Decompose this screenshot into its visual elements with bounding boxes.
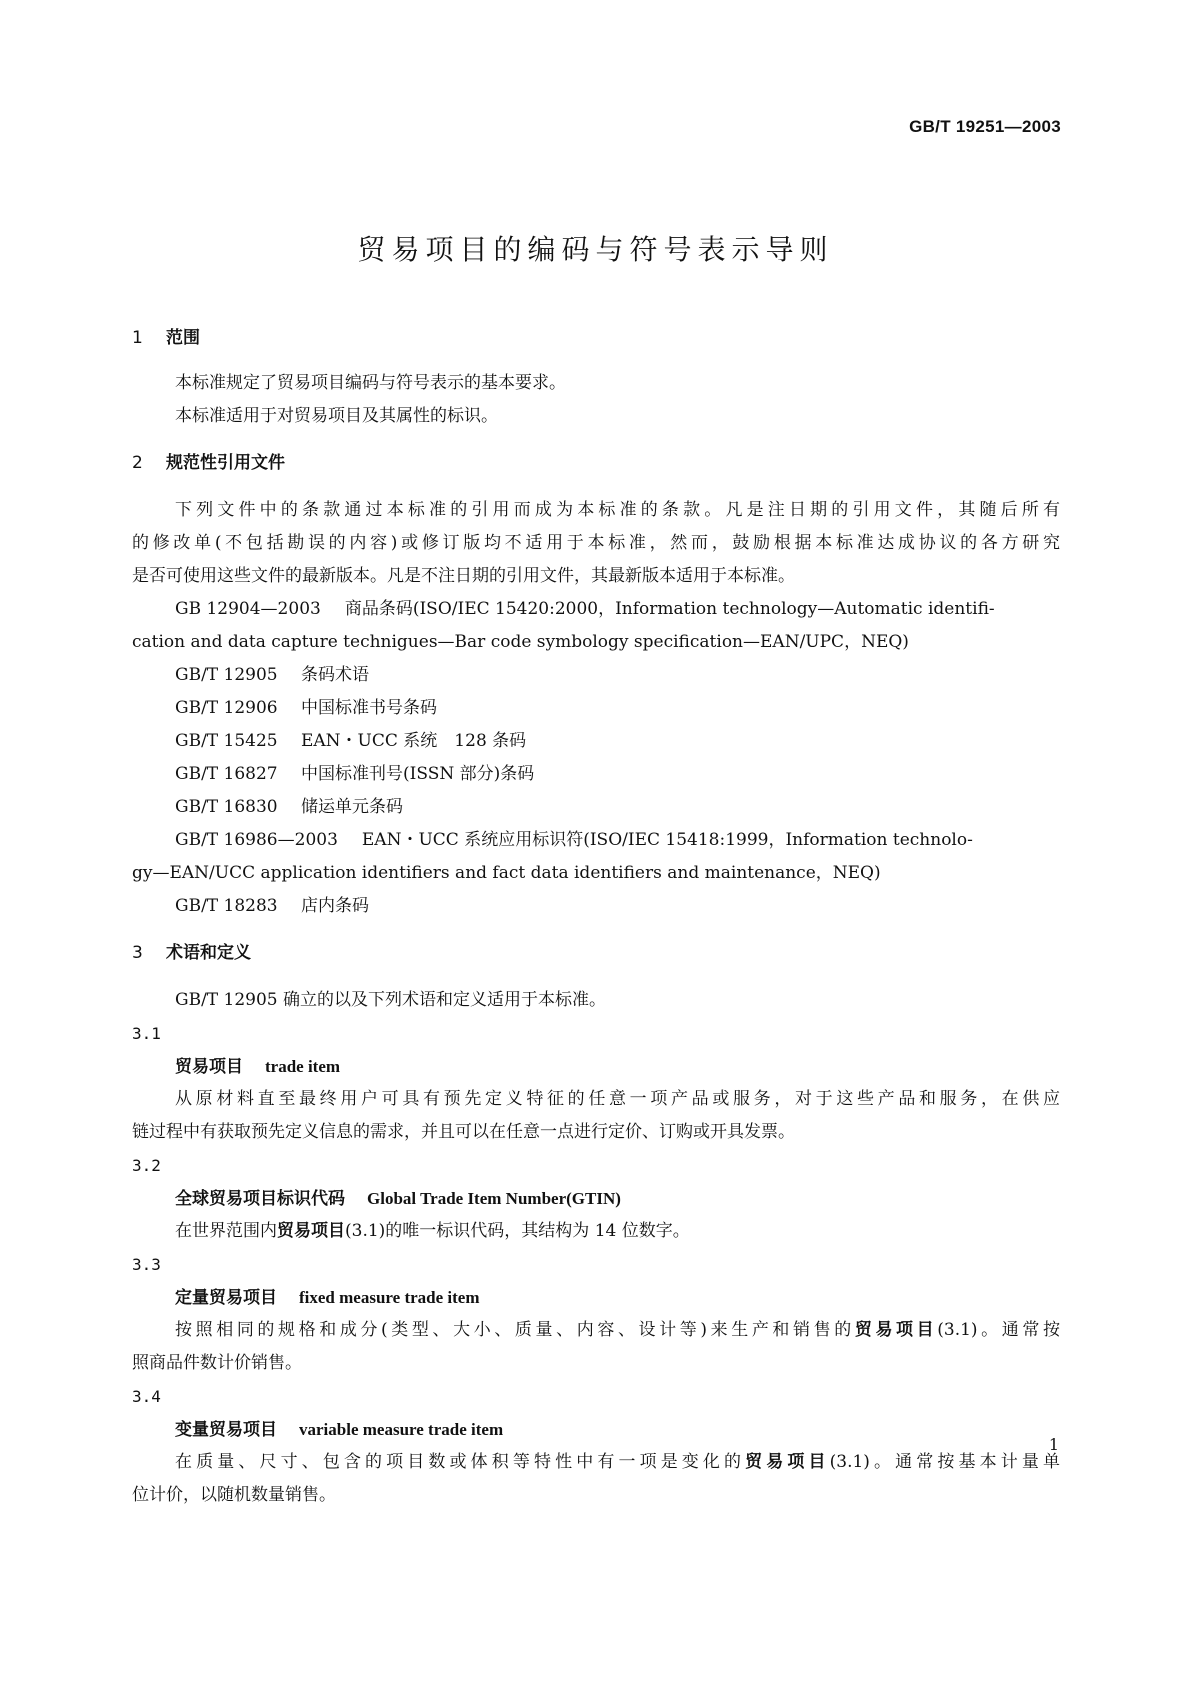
- reference-title: 商品条码(ISO/IEC 15420:2000，Information technology—Automatic identifi-: [344, 599, 995, 619]
- reference-title: 储运单元条码: [301, 797, 403, 817]
- reference-item: [132, 593, 1060, 626]
- definition-line: 位计价，以随机数量销售。: [132, 1485, 336, 1505]
- paragraph-line: 的修改单(不包括勘误的内容)或修订版均不适用于本标准，然而，鼓励根据本标准达成协议的各方研究: [132, 533, 1060, 553]
- standard-code: GB/T 19251—2003: [909, 117, 1061, 136]
- paragraph: 本标准规定了贸易项目编码与符号表示的基本要求。: [175, 373, 566, 393]
- reference-item: [132, 659, 1060, 692]
- reference-code: GB/T 12905: [175, 665, 278, 685]
- section-heading-scope: [132, 322, 1060, 355]
- reference-item: [132, 890, 1060, 923]
- document-body: [132, 322, 1060, 1512]
- section-heading-normative-references: [132, 447, 1060, 480]
- reference-title: 中国标准书号条码: [301, 698, 437, 718]
- definition-line: [132, 1215, 1060, 1248]
- subclause-number: 3.3: [132, 1255, 161, 1274]
- term-entry: [132, 1281, 1060, 1314]
- definition-line: 从原材料直至最终用户可具有预先定义特征的任意一项产品或服务，对于这些产品和服务，在供应: [175, 1089, 1060, 1109]
- term-reference: 贸易项目: [745, 1452, 830, 1472]
- reference-code: GB/T 18283: [175, 896, 278, 916]
- reference-code: GB/T 16986—2003: [175, 830, 338, 850]
- subclause-number: 3.1: [132, 1024, 161, 1043]
- definition-text: 在质量、尺寸、包含的项目数或体积等特性中有一项是变化的: [175, 1452, 746, 1472]
- reference-item: [132, 725, 1060, 758]
- definition-text: 按照相同的规格和成分(类型、大小、质量、内容、设计等)来生产和销售的: [175, 1320, 855, 1340]
- term-english: fixed measure trade item: [299, 1288, 480, 1307]
- document-title: 贸易项目的编码与符号表示导则: [357, 233, 834, 266]
- definition-line: [132, 1446, 1060, 1479]
- section-heading-terms-definitions: [132, 937, 1060, 970]
- section-title: 范围: [166, 328, 200, 348]
- paragraph: 本标准适用于对贸易项目及其属性的标识。: [175, 406, 498, 426]
- reference-title: 条码术语: [301, 665, 369, 685]
- term-reference: 贸易项目: [277, 1221, 345, 1241]
- reference-code: GB/T 15425: [175, 731, 278, 751]
- definition-text: 在世界范围内: [175, 1221, 277, 1241]
- reference-title: EAN・UCC 系统应用标识符(ISO/IEC 15418:1999，Information technolo-: [361, 830, 973, 850]
- section-title: 规范性引用文件: [166, 453, 285, 473]
- reference-title: EAN・UCC 系统 128 条码: [301, 731, 527, 751]
- reference-code: GB/T 16827: [175, 764, 278, 784]
- definition-line: 照商品件数计价销售。: [132, 1353, 302, 1373]
- section-number: 2: [132, 453, 143, 473]
- reference-item: [132, 692, 1060, 725]
- term-entry: [132, 1182, 1060, 1215]
- definition-line: [132, 1314, 1060, 1347]
- reference-title: 店内条码: [301, 896, 369, 916]
- term-chinese: 变量贸易项目: [175, 1420, 277, 1440]
- section-number: 1: [132, 328, 143, 348]
- paragraph: GB/T 12905 确立的以及下列术语和定义适用于本标准。: [175, 990, 607, 1010]
- reference-continuation: cation and data capture technigues—Bar code symbology specification—EAN/UPC，NEQ): [132, 632, 909, 652]
- subclause-number: 3.4: [132, 1387, 161, 1406]
- term-english: variable measure trade item: [299, 1420, 504, 1439]
- term-chinese: 定量贸易项目: [175, 1288, 277, 1308]
- reference-item: [132, 791, 1060, 824]
- definition-text: (3.1)的唯一标识代码，其结构为 14 位数字。: [345, 1221, 690, 1241]
- reference-code: GB/T 16830: [175, 797, 278, 817]
- section-title: 术语和定义: [166, 943, 251, 963]
- reference-code: GB 12904—2003: [175, 599, 321, 619]
- definition-text: (3.1)。通常按: [937, 1320, 1060, 1340]
- reference-title: 中国标准刊号(ISSN 部分)条码: [301, 764, 535, 784]
- definition-line: 链过程中有获取预先定义信息的需求，并且可以在任意一点进行定价、订购或开具发票。: [132, 1122, 795, 1142]
- paragraph-line: 下列文件中的条款通过本标准的引用而成为本标准的条款。凡是注日期的引用文件，其随后所有: [175, 500, 1060, 520]
- term-entry: [132, 1413, 1060, 1446]
- term-entry: [132, 1050, 1060, 1083]
- term-english: trade item: [265, 1057, 341, 1076]
- term-chinese: 全球贸易项目标识代码: [175, 1189, 345, 1209]
- reference-code: GB/T 12906: [175, 698, 278, 718]
- reference-continuation: gy—EAN/UCC application identifiers and fact data identifiers and maintenance，NEQ): [132, 863, 881, 883]
- paragraph-line: 是否可使用这些文件的最新版本。凡是不注日期的引用文件，其最新版本适用于本标准。: [132, 566, 795, 586]
- reference-item: [132, 758, 1060, 791]
- reference-item: [132, 824, 1060, 857]
- subclause-number: 3.2: [132, 1156, 161, 1175]
- page-number: 1: [1048, 1435, 1059, 1454]
- term-reference: 贸易项目: [854, 1320, 938, 1340]
- section-number: 3: [132, 943, 143, 963]
- term-english: Global Trade Item Number(GTIN): [367, 1189, 621, 1208]
- definition-text: (3.1)。通常按基本计量单: [829, 1452, 1060, 1472]
- term-chinese: 贸易项目: [175, 1057, 243, 1077]
